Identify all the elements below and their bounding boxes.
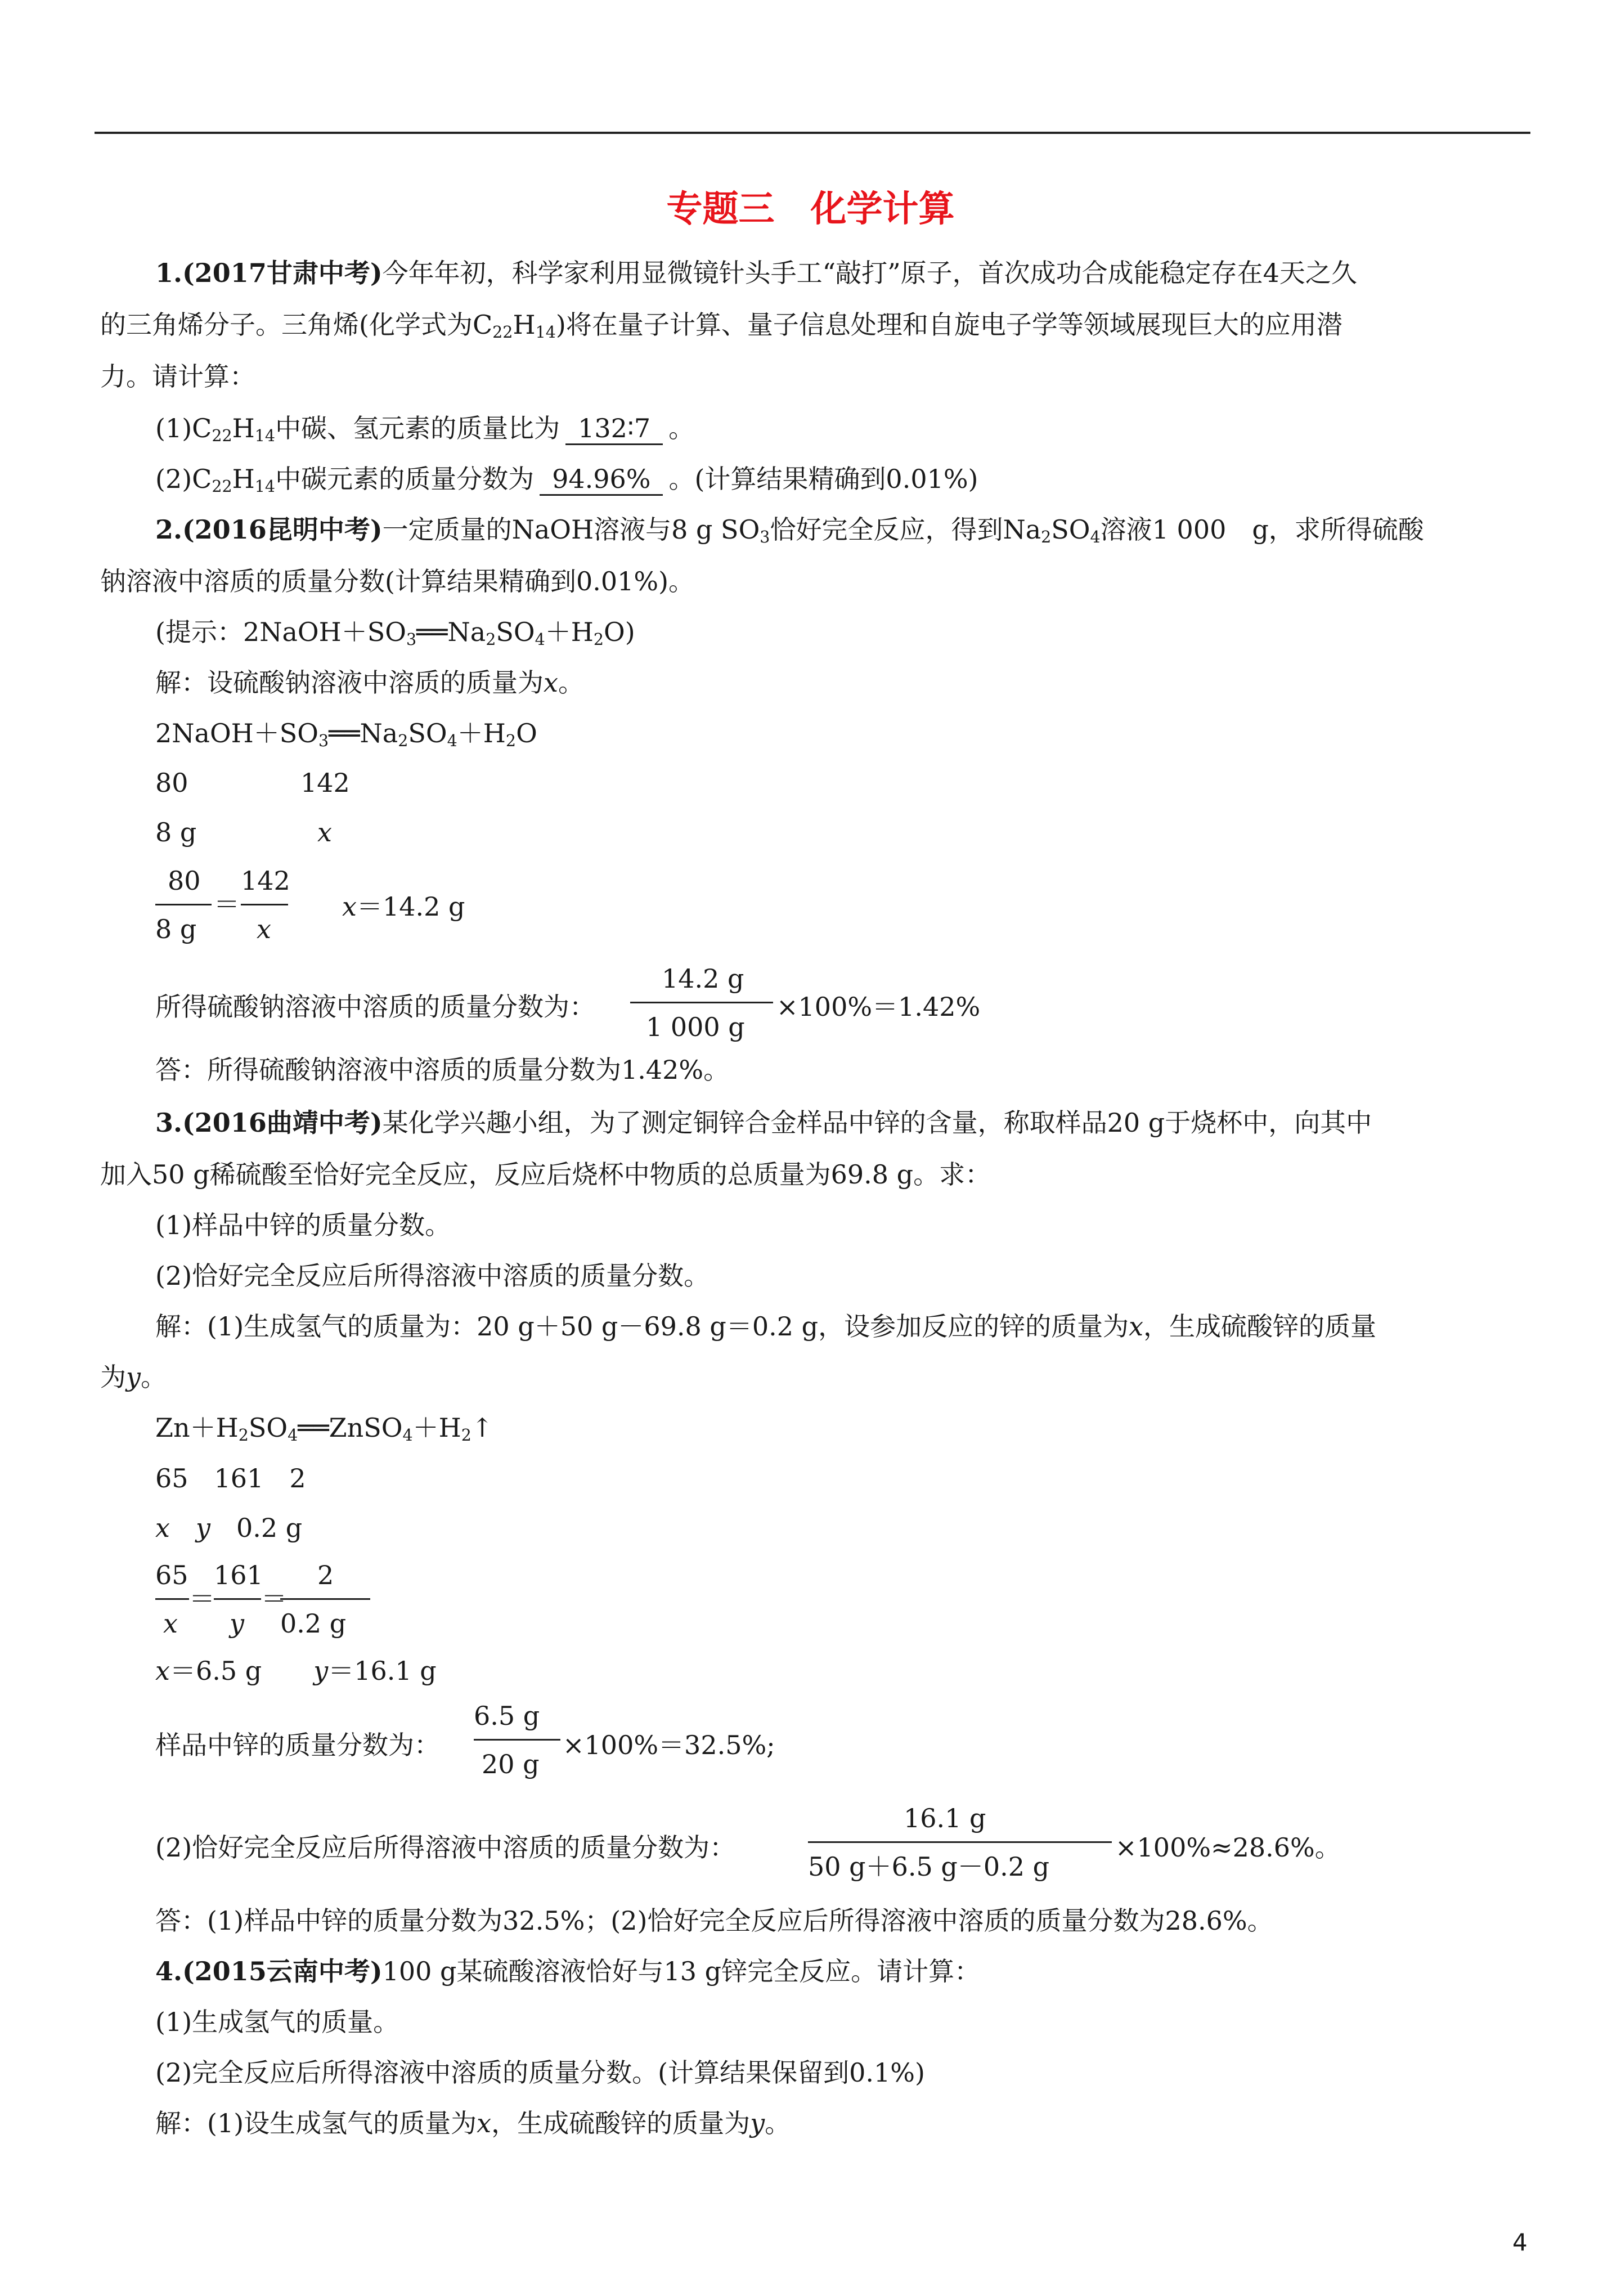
page-title: 专题三 化学计算 — [666, 189, 955, 230]
q2-ratio-left: 80 8 g — [155, 868, 212, 947]
q4-number: 4. — [155, 1956, 183, 1986]
q3-calc-2-result: ×100%≈28.6%。 — [1115, 1832, 1341, 1863]
q2-calc-result: ×100%＝1.42% — [776, 992, 981, 1022]
q1-number: 1. — [155, 258, 183, 288]
q3-calc-2-label: (2)恰好完全反应后所得溶液中溶质的质量分数为： — [155, 1832, 736, 1863]
q3-ratio-b: 161 y — [214, 1560, 263, 1639]
q1-line-2: 的三角烯分子。三角烯(化学式为$C_{22}H_{14}$)将在量子计算、量子信息处理和自旋电子学等领域展现巨大的应用潜 — [100, 310, 1342, 342]
q2-mass-142: 142 — [300, 768, 350, 798]
q2-calc-label: 所得硫酸钠溶液中溶质的质量分数为： — [155, 992, 595, 1022]
q2-solution-intro: 解：设硫酸钠溶液中溶质的质量为x。 — [155, 667, 584, 698]
page-number: 4 — [1512, 2228, 1528, 2256]
q3-solution-2: 为y。 — [100, 1362, 167, 1392]
q3-values: x y 0.2 g — [155, 1513, 303, 1543]
q1-source: (2017甘肃中考) — [182, 258, 383, 288]
q4-source: (2015云南中考) — [182, 1956, 383, 1986]
q3-ratio-a: 65 x — [155, 1560, 188, 1639]
q2-given-8g: 8 g — [155, 817, 197, 847]
q1-answer-1: 132∶7 — [565, 415, 663, 445]
header-rule — [95, 132, 1530, 134]
q4-part-2: (2)完全反应后所得溶液中溶质的质量分数。(计算结果保留到0.1%) — [155, 2057, 925, 2088]
q3-line-2: 加入50 g稀硫酸至恰好完全反应，反应后烧杯中物质的总质量为69.8 g。求： — [100, 1159, 991, 1190]
q3-masses: 65 161 2 — [155, 1463, 306, 1494]
q4-part-1: (1)生成氢气的质量。 — [155, 2007, 399, 2037]
q1-part-1: $(1)C_{22}H_{14}$中碳、氢元素的质量比为 132∶7 。 — [155, 413, 695, 446]
q2-mass-80: 80 — [155, 768, 188, 798]
q2-number: 2. — [155, 514, 183, 545]
q2-unknown-x: x — [317, 817, 332, 847]
q1-part-2: $(2)C_{22}H_{14}$中碳元素的质量分数为 94.96% 。(计算结果精确到0.01%) — [155, 464, 978, 496]
q4-solution-1: 解：(1)设生成氢气的质量为x，生成硫酸锌的质量为y。 — [155, 2108, 791, 2138]
q3-answer: 答：(1)样品中锌的质量分数为32.5%；(2)恰好完全反应后所得溶液中溶质的质量分数为28.6%。 — [155, 1905, 1273, 1936]
q2-equation: $2NaOH+SO_3══Na_2SO_4+H_2O$ — [155, 718, 537, 751]
q2-line-2: 钠溶液中溶质的质量分数(计算结果精确到0.01%)。 — [100, 566, 695, 597]
q2-calc-fraction: 14.2 g 1 000 g — [630, 966, 773, 1050]
q3-ratio-c: 2 0.2 g — [280, 1562, 370, 1641]
q3-results: x＝6.5 g y＝16.1 g — [155, 1656, 437, 1686]
q3-calc-1-label: 样品中锌的质量分数为： — [155, 1730, 440, 1760]
q2-ratio-right: 142 x — [241, 866, 290, 944]
q2-source: (2016昆明中考) — [182, 514, 383, 545]
q3-line-1: 3.(2016曲靖中考)某化学兴趣小组，为了测定铜锌合金样品中锌的含量，称取样品20 g于烧杯中，向其中 — [155, 1107, 1372, 1138]
q3-solution-1: 解：(1)生成氢气的质量为：20 g＋50 g－69.8 g＝0.2 g，设参加反应的锌的质量为x，生成硫酸锌的质量 — [155, 1311, 1377, 1342]
q2-equals: ＝ — [214, 889, 240, 920]
q2-line-1: 2.(2016昆明中考)一定质量的NaOH溶液与8 g $SO_3$恰好完全反应，得到$Na_2SO_4$溶液1 000 g，求所得硫酸 — [155, 514, 1424, 547]
q3-source: (2016曲靖中考) — [182, 1107, 383, 1138]
q1-line-3: 力。请计算： — [100, 361, 255, 392]
q1-line-1: 1.(2017甘肃中考)今年年初，科学家利用显微镜针头手工“敲打”原子，首次成功合成能稳定存在4天之久 — [155, 258, 1357, 288]
q3-equation: $Zn+H_2SO_4══ZnSO_4+H_2↑$ — [155, 1412, 493, 1445]
q4-line-1: 4.(2015云南中考)100 g某硫酸溶液恰好与13 g锌完全反应。请计算： — [155, 1956, 981, 1986]
q2-hint: (提示：$2NaOH+SO_3══Na_2SO_4+H_2O$) — [155, 617, 635, 649]
q2-answer: 答：所得硫酸钠溶液中溶质的质量分数为1.42%。 — [155, 1055, 730, 1085]
q3-part-2: (2)恰好完全反应后所得溶液中溶质的质量分数。 — [155, 1261, 710, 1291]
q3-calc-2-fraction: 16.1 g 50 g＋6.5 g－0.2 g — [808, 1805, 1112, 1890]
q1-answer-2: 94.96% — [540, 466, 663, 496]
q2-result-x: x＝14.2 g — [342, 891, 465, 922]
q3-calc-1-result: ×100%＝32.5%; — [563, 1730, 775, 1760]
q3-calc-1-fraction: 6.5 g 20 g — [474, 1703, 560, 1787]
q3-number: 3. — [155, 1107, 183, 1138]
q3-part-1: (1)样品中锌的质量分数。 — [155, 1210, 451, 1240]
